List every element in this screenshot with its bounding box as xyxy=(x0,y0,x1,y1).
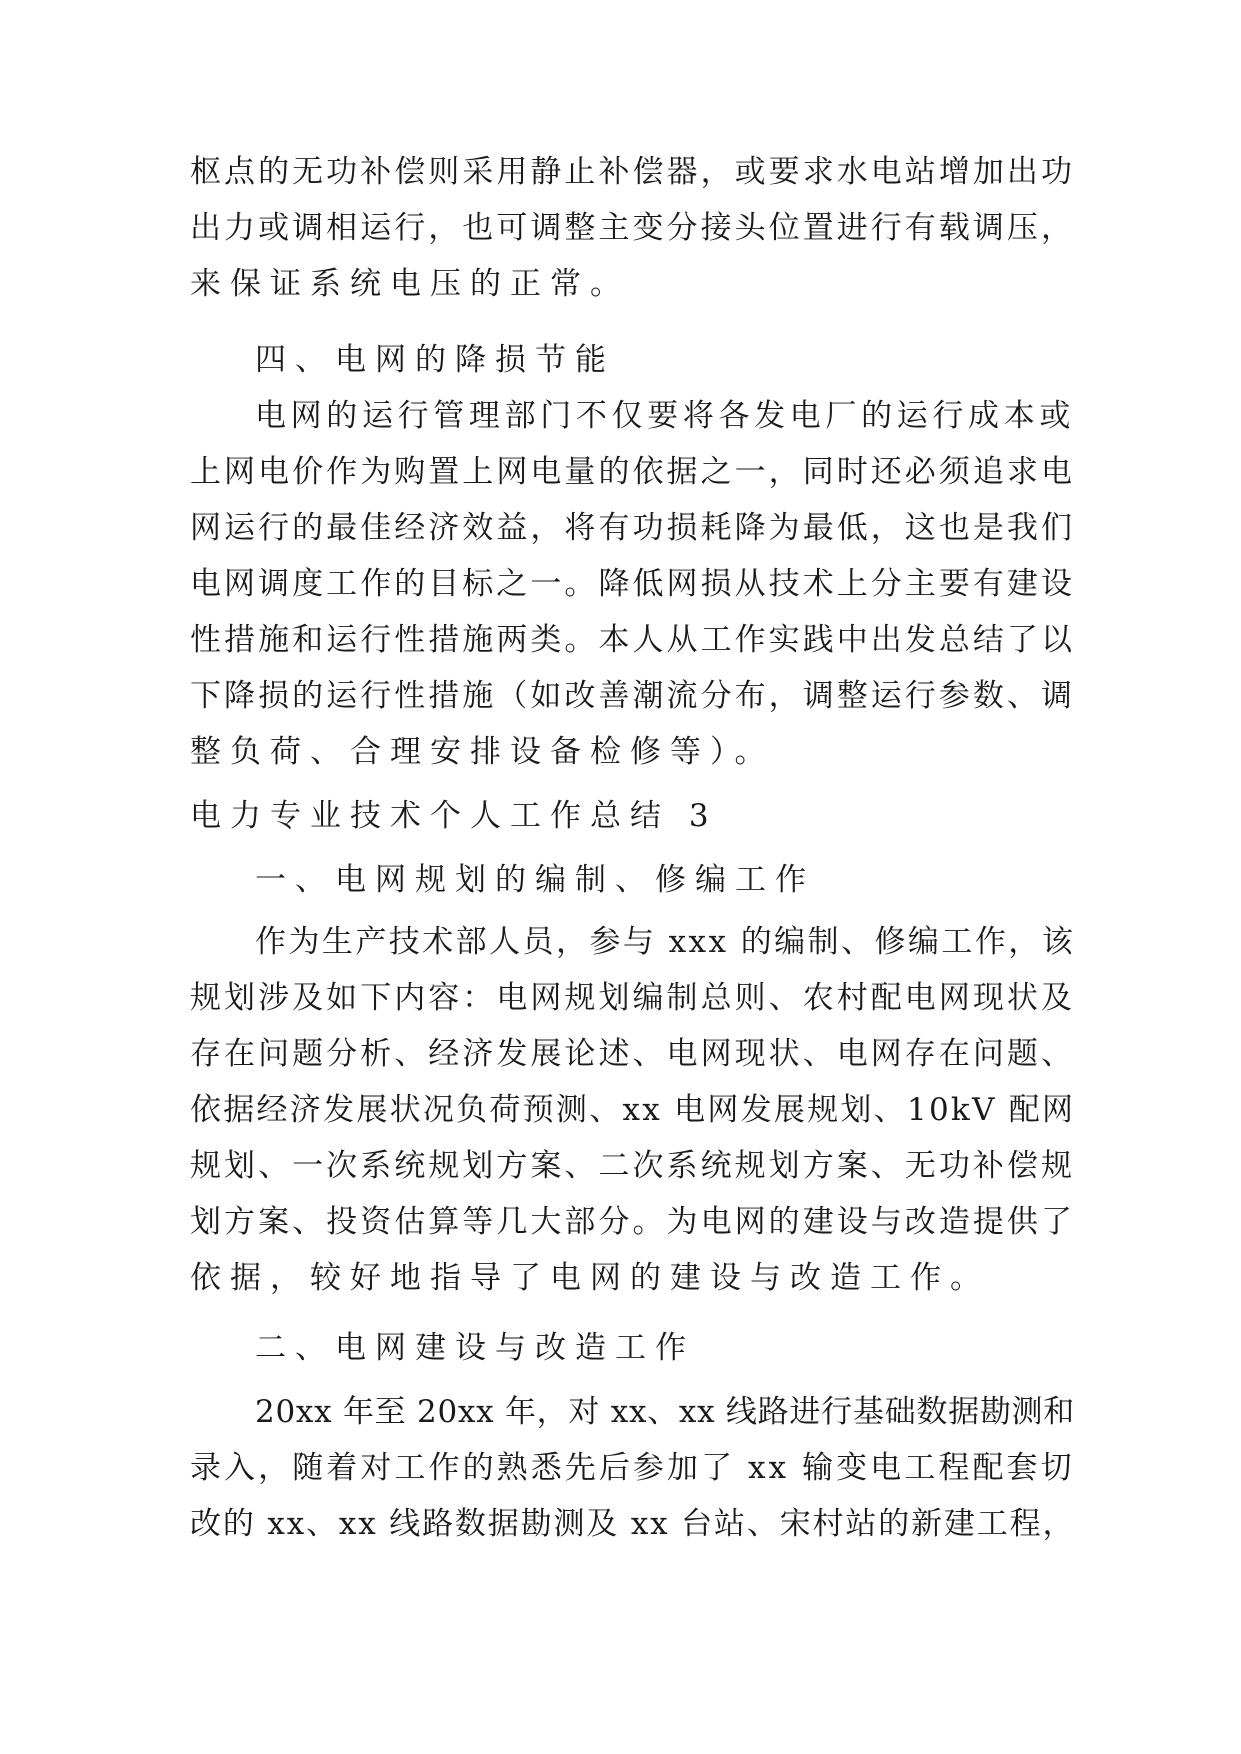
paragraph-line: 枢点的无功补偿则采用静止补偿器，或要求水电站增加出功 xyxy=(190,154,1075,190)
paragraph-line: 20xx 年至 20xx 年，对 xx、xx 线路进行基础数据勘测和 xyxy=(255,1394,1076,1430)
section-heading: 二、电网建设与改造工作 xyxy=(255,1330,695,1366)
paragraph-line: 网运行的最佳经济效益，将有功损耗降为最低，这也是我们 xyxy=(190,510,1075,546)
paragraph-line: 存在问题分析、经济发展论述、电网现状、电网存在问题、 xyxy=(190,1036,1075,1072)
paragraph-line: 规划、一次系统规划方案、二次系统规划方案、无功补偿规 xyxy=(190,1148,1075,1184)
paragraph-line: 作为生产技术部人员，参与 xxx 的编制、修编工作，该 xyxy=(255,924,1076,960)
section-heading: 一、电网规划的编制、修编工作 xyxy=(255,862,815,898)
section-heading: 四、电网的降损节能 xyxy=(255,342,615,378)
paragraph-line: 下降损的运行性措施（如改善潮流分布，调整运行参数、调 xyxy=(190,678,1075,714)
paragraph-line: 电网调度工作的目标之一。降低网损从技术上分主要有建设 xyxy=(190,566,1075,602)
paragraph-line: 录入，随着对工作的熟悉先后参加了 xx 输变电工程配套切 xyxy=(190,1450,1075,1486)
paragraph-line: 出力或调相运行，也可调整主变分接头位置进行有载调压， xyxy=(190,210,1075,246)
paragraph-line: 上网电价作为购置上网电量的依据之一，同时还必须追求电 xyxy=(190,454,1075,490)
paragraph-line: 划方案、投资估算等几大部分。为电网的建设与改造提供了 xyxy=(190,1204,1075,1240)
paragraph-line: 依据，较好地指导了电网的建设与改造工作。 xyxy=(190,1260,990,1296)
paragraph-line: 来保证系统电压的正常。 xyxy=(190,266,630,302)
paragraph-line: 规划涉及如下内容：电网规划编制总则、农村配电网现状及 xyxy=(190,980,1075,1016)
paragraph-line: 依据经济发展状况负荷预测、xx 电网发展规划、10kV 配网 xyxy=(190,1092,1076,1128)
paragraph-line: 改的 xx、xx 线路数据勘测及 xx 台站、宋村站的新建工程， xyxy=(190,1506,1076,1542)
paragraph-line: 电网的运行管理部门不仅要将各发电厂的运行成本或 xyxy=(255,398,1075,434)
paragraph-line: 整负荷、合理安排设备检修等）。 xyxy=(190,734,775,770)
paragraph-line: 性措施和运行性措施两类。本人从工作实践中出发总结了以 xyxy=(190,622,1075,658)
document-title: 电力专业技术个人工作总结 3 xyxy=(190,798,718,834)
